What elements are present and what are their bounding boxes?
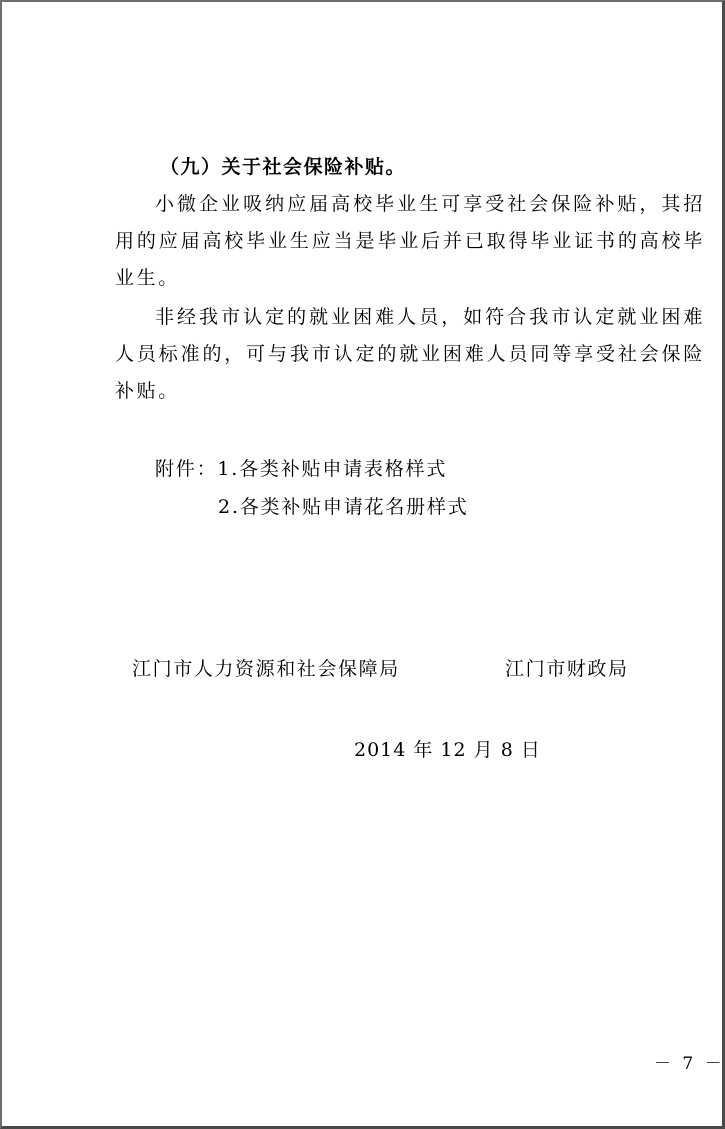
attachment-item-2: 2.各类补贴申请花名册样式 <box>218 496 469 518</box>
section-heading: （九）关于社会保险补贴。 <box>160 156 407 178</box>
page-number: － 7 － <box>654 1054 725 1074</box>
document-date: 2014 年 12 月 8 日 <box>354 739 541 761</box>
attachment-item-1: 1.各类补贴申请表格样式 <box>217 458 448 480</box>
signatory-hr-bureau: 江门市人力资源和社会保障局 <box>132 658 400 680</box>
paragraph-graduates-subsidy: 小微企业吸纳应届高校毕业生可享受社会保险补贴，其招用的应届高校毕业生应当是毕业后并已取得毕业证书的高校毕业生。 <box>115 193 705 289</box>
attachment-line-1 <box>155 454 447 481</box>
paragraph-employment-difficulty: 非经我市认定的就业困难人员，如符合我市认定就业困难人员标准的，可与我市认定的就业困难人员同等享受社会保险补贴。 <box>115 306 705 402</box>
attachment-label: 附件： <box>155 458 218 480</box>
signatory-finance-bureau: 江门市财政局 <box>505 658 629 680</box>
